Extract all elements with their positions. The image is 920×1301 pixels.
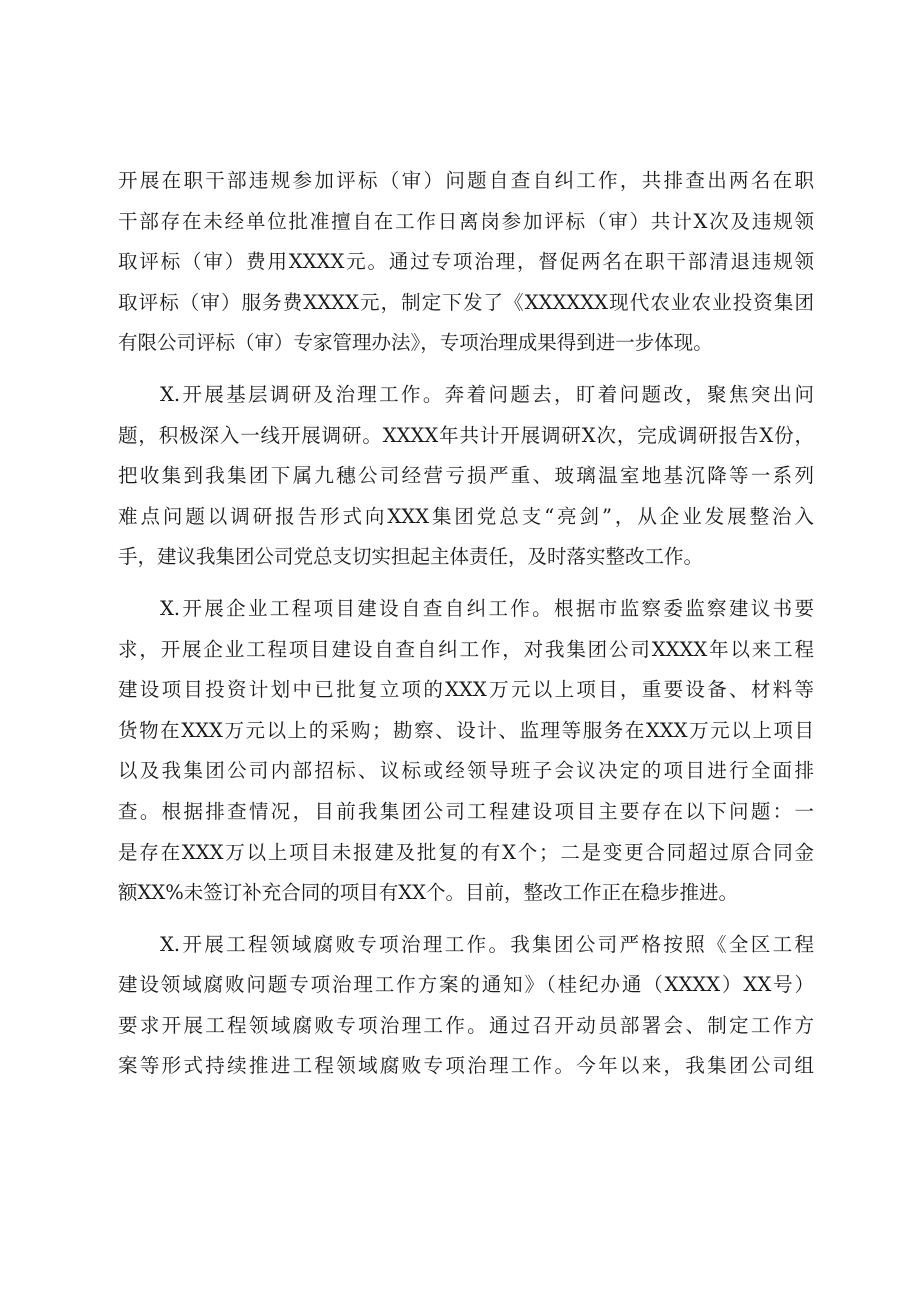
paragraph-line: 干部存在未经单位批准擅自在工作日离岗参加评标（审）共计X次及违规领 xyxy=(118,209,814,233)
paragraph-line: 手，建议我集团公司党总支切实担起主体责任，及时落实整改工作。 xyxy=(118,545,704,569)
paragraph-spacer xyxy=(118,364,814,375)
paragraph-line: 求，开展企业工程项目建设自查自纠工作，对我集团公司XXXX年以来工程 xyxy=(118,637,814,661)
paragraph-3 xyxy=(118,589,814,914)
paragraph-line: 案等形式持续推进工程领域腐败专项治理工作。今年以来，我集团公司组 xyxy=(118,1054,814,1078)
paragraph-line: 货物在XXX万元以上的采购；勘察、设计、监理等服务在XXX万元以上项目 xyxy=(118,718,814,742)
document-body xyxy=(118,161,814,1087)
paragraph-line: 取评标（审）服务费XXXX元，制定下发了《XXXXXX现代农业农业投资集团 xyxy=(118,290,814,314)
paragraph-line: X.开展企业工程项目建设自查自纠工作。根据市监察委监察建议书要 xyxy=(160,596,814,620)
paragraph-line: 建设项目投资计划中已批复立项的XXX万元以上项目，重要设备、材料等 xyxy=(118,678,814,702)
paragraph-1 xyxy=(118,161,814,364)
paragraph-line: X.开展基层调研及治理工作。奔着问题去，盯着问题改，聚焦突出问 xyxy=(160,382,814,406)
paragraph-4 xyxy=(118,925,814,1087)
paragraph-spacer xyxy=(118,914,814,925)
paragraph-line: 查。根据排查情况，目前我集团公司工程建设项目主要存在以下问题：一 xyxy=(118,799,814,823)
paragraph-line: 建设领域腐败问题专项治理工作方案的通知》（桂纪办通（XXXX）XX号） xyxy=(118,973,814,997)
paragraph-line: 开展在职干部违规参加评标（审）问题自查自纠工作，共排查出两名在职 xyxy=(118,169,814,192)
paragraph-line: 题，积极深入一线开展调研。XXXX年共计开展调研X次，完成调研报告X份， xyxy=(118,423,814,447)
paragraph-spacer xyxy=(118,578,814,589)
paragraph-line: 额XX%未签订补充合同的项目有XX个。目前，整改工作正在稳步推进。 xyxy=(118,881,739,905)
paragraph-line: 以及我集团公司内部招标、议标或经领导班子会议决定的项目进行全面排 xyxy=(118,759,814,783)
paragraph-line: 难点问题以调研报告形式向XXX集团党总支“亮剑”，从企业发展整治入 xyxy=(118,504,814,528)
paragraph-line: 取评标（审）费用XXXX元。通过专项治理，督促两名在职干部清退违规领 xyxy=(118,250,814,274)
paragraph-2 xyxy=(118,375,814,578)
paragraph-line: 要求开展工程领域腐败专项治理工作。通过召开动员部署会、制定工作方 xyxy=(118,1013,814,1037)
paragraph-line: 把收集到我集团下属九穗公司经营亏损严重、玻璃温室地基沉降等一系列 xyxy=(118,464,814,488)
paragraph-line: 是存在XXX万以上项目未报建及批复的有X个；二是变更合同超过原合同金 xyxy=(118,840,814,864)
paragraph-line: X.开展工程领域腐败专项治理工作。我集团公司严格按照《全区工程 xyxy=(160,932,814,956)
paragraph-line: 有限公司评标（审）专家管理办法》，专项治理成果得到进一步体现。 xyxy=(118,331,713,355)
